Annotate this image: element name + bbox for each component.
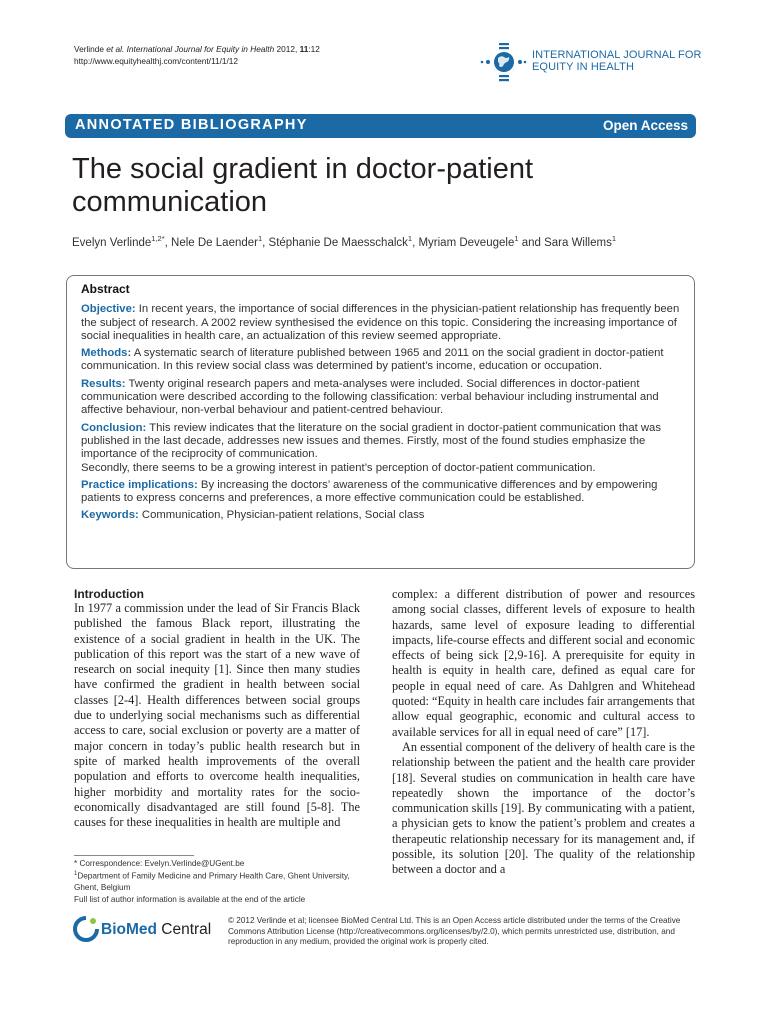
abstract-box [66,275,695,569]
citation-etal: et al. [106,44,125,54]
affiliation: $^1$Department of Family Medicine and Primary Health Care, Ghent University, Ghent, Belgium [74,871,350,893]
article-type: ANNOTATED BIBLIOGRAPHY [75,117,308,133]
journal-logo [478,42,708,82]
abstract-objective: Objective: In recent years, the importance of social differences in the physician-patient relationship has frequently been the subject of research. A 2002 review synthesised the evidence on this topic. Considering the increasing importance of social inequalities in health care, an actualization of this review seemed appropriate. [81,303,680,342]
intro-paragraph-1-cont: complex: a different distribution of power and resources among social classes, different levels of exposure to health hazards, same level of exposure leading to differential impacts, life-course effects and different social and economic effects of being sick [2,9-16]. A prerequisite for equity in health is equity in health care, defined as equal care for people in equal need of care. As Dahlgren and Whitehead quoted: “Equity in health care includes fair arrangements that allow equal geographic, economic and cultural access to available services for all in equal need of care” [17]. [392,587,695,739]
open-access-label: Open Access [602,118,688,133]
author: Evelyn Verlinde$^{1,2*}$ [72,234,165,249]
author-list: Evelyn Verlinde$^{1,2*}$, Nele De Laender$^1$, Stéphanie De Maesschalck$^1$, Myriam Deveugele$^1$ and Sara Willems$^1$ [72,234,616,249]
abstract-methods: Methods: A systematic search of literature published between 1965 and 2011 on the social gradient in doctor-patient communication. In this review social class was determined by patient’s income, education or occupation. [81,347,664,373]
abstract-conclusion: Conclusion: This review indicates that the literature on the social gradient in doctor-patient communication that was published in the last decade, addresses new issues and themes. Firstly, most of the found studies emphasize the importance of the reciprocity of communication. [81,421,661,461]
biomed-central-wordmark: BioMed Central [101,921,212,938]
author: Sara Willems$^1$ [544,234,616,249]
author: Stéphanie De Maesschalck$^1$ [268,234,413,249]
citation-volume: 11 [299,44,309,54]
biomed-central-logo [73,915,223,945]
intro-paragraph-2: An essential component of the delivery of health care is the relationship between the patient and the health care provider [18]. Several studies on communication in health care have repeatedly shown the importance of the doctor’s communication skills [19]. By communicating with a patient, a physician gets to know the patient’s problem and creates a therapeutic relationship necessary for its management and, if possible, its solution [20]. The quality of the relationship between a doctor and a [392,739,695,877]
citation-year: 2012, [274,44,300,54]
abstract-heading: Abstract [81,282,130,296]
author: Nele De Laender$^1$ [171,234,263,249]
abstract-results: Results: Twenty original research papers and meta-analyses were included. Social differences in doctor-patient communication were described according to the following classification: verbal behaviour including instrumental and affective behaviour, non-verbal behaviour and patient-centred behaviour. [81,377,659,417]
article-url[interactable]: http://www.equityhealthj.com/content/11/1/12 [74,56,239,66]
license-text: © 2012 Verlinde et al; licensee BioMed Central Ltd. This is an Open Access article distributed under the terms of the Creative Commons Attribution License (http://creativecommons.org/licenses/by/2.0), which permits unrestricted use, distribution, and reproduction in any medium, provided the original work is properly cited. [228,916,681,947]
abstract-keywords: Keywords: Communication, Physician-patient relations, Social class [81,509,425,522]
abstract-conclusion-cont: Secondly, there seems to be a growing interest in patient’s perception of doctor-patient communication. [81,461,596,474]
journal-logo-line1: INTERNATIONAL JOURNAL FOR [532,49,702,61]
article-type-band [65,114,696,138]
article-title: The social gradient in doctor-patient communication [72,153,534,218]
citation-issue: :12 [308,44,320,54]
body-column-right [392,587,695,878]
globe-icon [478,42,528,82]
journal-logo-text [532,49,702,73]
correspondence: * Correspondence: Evelyn.Verlinde@UGent.be [74,859,245,868]
journal-logo-line2: EQUITY IN HEALTH [532,61,635,73]
body-column-left [74,587,360,830]
author-info-note: Full list of author information is available at the end of the article [74,894,306,904]
citation-journal: International Journal for Equity in Health [124,44,275,54]
intro-paragraph-1: In 1977 a commission under the lead of Sir Francis Black published the famous Black report, illustrating the existence of a social gradient in health in the UK. The publication of this report was the start of a new wave of research on social inequity [1]. Since then many studies have confirmed the gradient in health between social classes [2-4]. Health differences between social groups due to underlying social mechanisms such as differential access to care, social exclusion or poverty are a matter of major concern in today’s public health research but in spite of marked health improvements of the overall population and efforts to overcome health inequalities, higher morbidity and mortality rates for the socio-economically disadvantaged are still found [5-8]. The causes for these inequalities in health are multiple and [74,601,360,830]
introduction-heading: Introduction [74,587,144,601]
biomed-central-icon [73,916,99,944]
footnote-rule [74,855,194,856]
header-citation [74,43,320,67]
citation-author: Verlinde [74,44,107,54]
footnotes [74,858,364,905]
abstract-practice: Practice implications: By increasing the doctors’ awareness of the communicative differences and by empowering patients to express concerns and preferences, a more effective communication could be established. [81,478,658,505]
author: Myriam Deveugele$^1$ [418,234,519,249]
